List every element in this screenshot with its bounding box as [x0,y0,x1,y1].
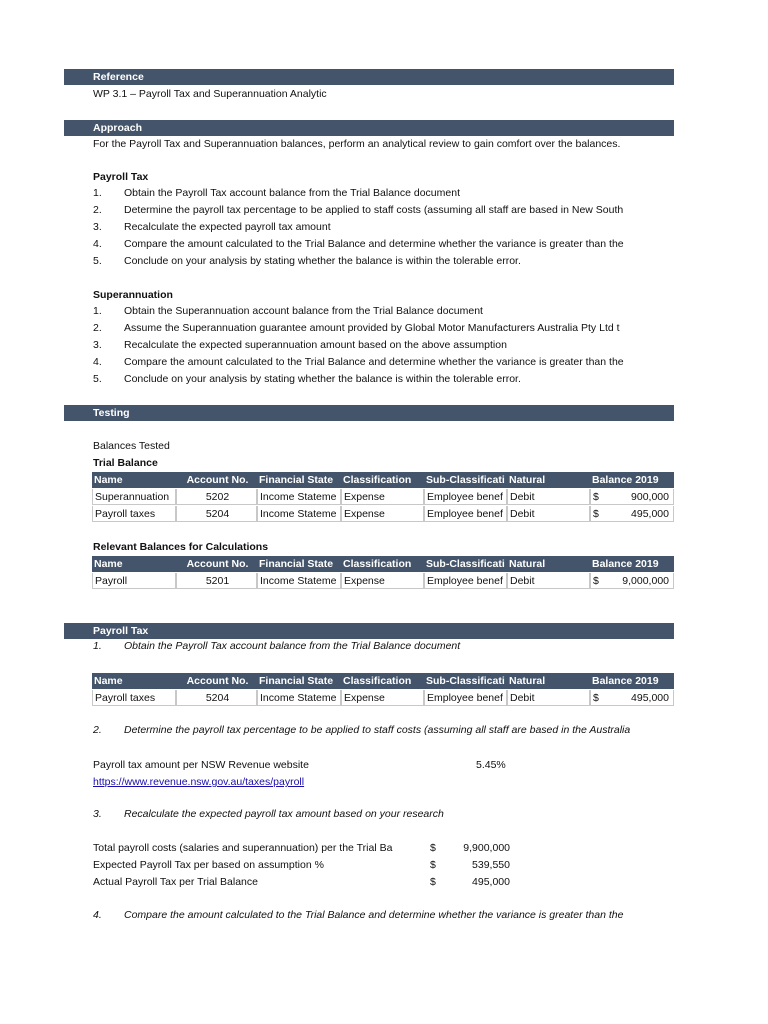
step-number: 5. [93,255,102,267]
balance-value: 495,000 [631,508,669,520]
step-text: Recalculate the expected payroll tax amount based on your research [124,808,444,820]
table-row [92,489,674,505]
table-row [92,573,674,589]
step-text: Determine the payroll tax percentage to be applied to staff costs (assuming all staff are based in New South [124,204,624,216]
payroll-tax-header [64,623,674,639]
table-cell: Superannuation [92,489,176,505]
step-number: 4. [93,356,102,368]
balance-cell [590,489,674,505]
calc-value: 9,900,000 [463,842,510,854]
table-cell: Debit [507,690,590,706]
step-text: Obtain the Superannuation account balance from the Trial Balance document [124,305,483,317]
step-text: Obtain the Payroll Tax account balance from the Trial Balance document [124,187,460,199]
testing-header-label: Testing [93,407,130,419]
step-text: Compare the amount calculated to the Trial Balance and determine whether the variance is greater than the [124,909,624,921]
step-text: Determine the payroll tax percentage to be applied to staff costs (assuming all staff are based in the Australia [124,724,631,736]
step-text: Conclude on your analysis by stating whether the balance is within the tolerable error. [124,255,521,267]
table-row [92,690,674,706]
column-header: Financial State [259,474,334,486]
calc-amount [430,875,510,889]
calc-amount [430,858,510,872]
column-header: Name [94,558,123,570]
table-row [92,506,674,522]
step-number: 4. [93,238,102,250]
step-number: 1. [93,187,102,199]
table-cell: Employee benef [424,489,507,505]
table-cell: Expense [341,690,424,706]
column-header: Classification [343,558,412,570]
column-header: Natural [509,558,546,570]
table-cell: Payroll [92,573,176,589]
reference-header [64,69,674,85]
step-number: 3. [93,221,102,233]
currency-symbol: $ [430,876,436,888]
table-cell: Expense [341,489,424,505]
calc-value: 495,000 [472,876,510,888]
step-number: 3. [93,339,102,351]
table-header [92,556,674,572]
table-header [92,673,674,689]
nsw-revenue-link[interactable]: https://www.revenue.nsw.gov.au/taxes/payroll [93,776,305,788]
step-number: 2. [93,322,102,334]
currency-symbol: $ [593,575,599,587]
step-text: Recalculate the expected payroll tax amount [124,221,331,233]
table-cell: Employee benef [424,690,507,706]
step-text: Obtain the Payroll Tax account balance from the Trial Balance document [124,640,461,652]
table-cell: Payroll taxes [92,506,176,522]
balance-cell [590,573,674,589]
table-cell: Debit [507,506,590,522]
table-cell: Income Stateme [257,489,341,505]
column-header: Account No. [186,675,249,687]
table-cell: 5201 [176,573,257,589]
superannuation-title: Superannuation [93,289,173,301]
balance-value: 9,000,000 [622,575,669,587]
balance-value: 495,000 [631,692,669,704]
approach-header [64,120,674,136]
column-header: Financial State [259,675,334,687]
table-cell: 5202 [176,489,257,505]
step-text: Recalculate the expected superannuation amount based on the above assumption [124,339,507,351]
balances-tested-label: Balances Tested [93,440,170,452]
table-cell: Expense [341,506,424,522]
currency-symbol: $ [593,692,599,704]
balance-cell [590,506,674,522]
step-number: 5. [93,373,102,385]
table-header [92,472,674,488]
step-number: 3. [93,808,102,820]
column-header: Account No. [186,474,249,486]
column-header: Account No. [186,558,249,570]
column-header: Name [94,675,123,687]
step-text: Compare the amount calculated to the Trial Balance and determine whether the variance is greater than the [124,238,624,250]
step-number: 1. [93,640,102,652]
table-cell: Income Stateme [257,506,341,522]
currency-symbol: $ [593,508,599,520]
column-header: Name [94,474,123,486]
step-number: 2. [93,204,102,216]
table-cell: Employee benef [424,506,507,522]
column-header: Natural [509,474,546,486]
column-header: Balance 2019 [592,558,659,570]
approach-header-label: Approach [93,122,143,134]
calc-label: Actual Payroll Tax per Trial Balance [93,876,258,888]
balance-value: 900,000 [631,491,669,503]
step-text: Conclude on your analysis by stating whether the balance is within the tolerable error. [124,373,521,385]
table-cell: Employee benef [424,573,507,589]
column-header: Balance 2019 [592,474,659,486]
table-cell: Income Stateme [257,690,341,706]
testing-header [64,405,674,421]
approach-intro: For the Payroll Tax and Superannuation balances, perform an analytical review to gain comfort over the balances. [93,138,621,150]
table-cell: Income Stateme [257,573,341,589]
table-cell: Expense [341,573,424,589]
payroll-tax-title: Payroll Tax [93,171,149,183]
calc-label: Total payroll costs (salaries and superannuation) per the Trial Ba [93,842,393,854]
currency-symbol: $ [430,859,436,871]
rate-value: 5.45% [476,759,506,771]
step-text: Compare the amount calculated to the Trial Balance and determine whether the variance is greater than the [124,356,624,368]
reference-header-label: Reference [93,71,144,83]
step-text: Assume the Superannuation guarantee amount provided by Global Motor Manufacturers Australia Pty Ltd t [124,322,620,334]
calc-amount [430,841,510,855]
currency-symbol: $ [430,842,436,854]
balance-cell [590,690,674,706]
relevant-balances-title: Relevant Balances for Calculations [93,541,269,553]
table-cell: Payroll taxes [92,690,176,706]
column-header: Balance 2019 [592,675,659,687]
column-header: Classification [343,474,412,486]
trial-balance-title: Trial Balance [93,457,158,469]
rate-label: Payroll tax amount per NSW Revenue website [93,759,309,771]
table-cell: 5204 [176,506,257,522]
step-number: 4. [93,909,102,921]
step-number: 1. [93,305,102,317]
currency-symbol: $ [593,491,599,503]
table-cell: Debit [507,489,590,505]
column-header: Sub-Classificati [426,474,505,486]
column-header: Natural [509,675,546,687]
table-cell: 5204 [176,690,257,706]
table-cell: Debit [507,573,590,589]
calc-label: Expected Payroll Tax per based on assumption % [93,859,324,871]
payroll-tax-header-label: Payroll Tax [93,625,149,637]
column-header: Classification [343,675,412,687]
column-header: Financial State [259,558,334,570]
calc-value: 539,550 [472,859,510,871]
reference-text: WP 3.1 – Payroll Tax and Superannuation Analytic [93,88,327,100]
column-header: Sub-Classificati [426,675,505,687]
step-number: 2. [93,724,102,736]
column-header: Sub-Classificati [426,558,505,570]
